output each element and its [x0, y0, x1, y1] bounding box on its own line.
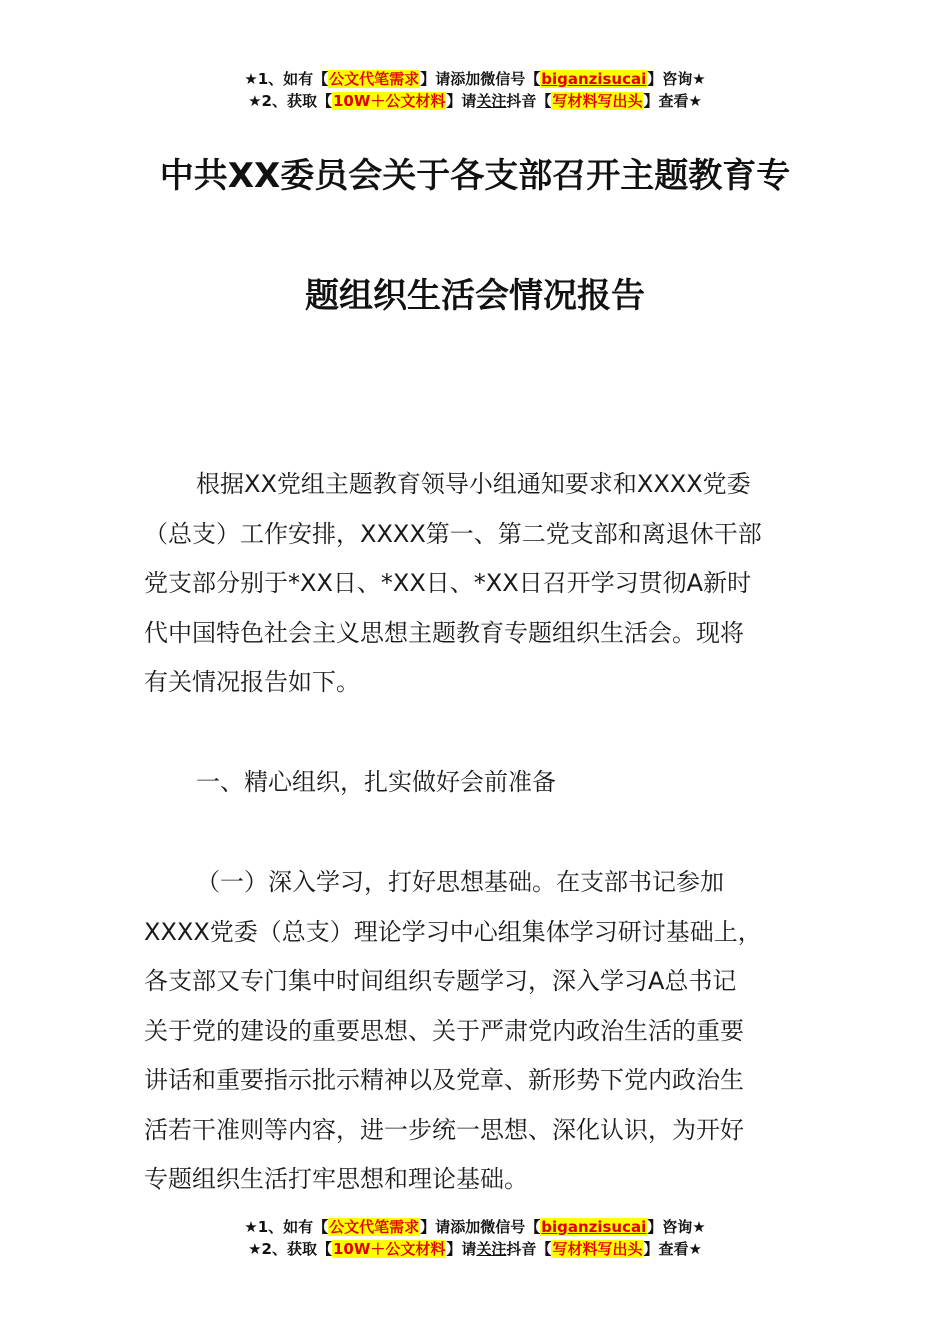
bottom-banner	[0, 1216, 950, 1260]
banner-text: 】查看★	[643, 1240, 702, 1258]
banner-text: ★2、获取【	[248, 92, 332, 110]
paragraph-study	[144, 858, 808, 1205]
paragraph-line: 根据XX党组主题教育领导小组通知要求和XXXX党委	[196, 470, 751, 498]
banner-highlight: biganzisucai	[541, 70, 647, 88]
paragraph-line: 活若干准则等内容，进一步统一思想、深化认识，为开好	[144, 1115, 744, 1144]
banner-line-2	[0, 1238, 950, 1260]
paragraph-line: 代中国特色社会主义思想主题教育专题组织生活会。现将	[144, 618, 744, 647]
paragraph-line: 专题组织生活打牢思想和理论基础。	[144, 1165, 528, 1193]
banner-line-1	[0, 1216, 950, 1238]
banner-text: 】请添加微信号【	[420, 1218, 541, 1236]
paragraph-line: 党支部分别于*XX日、*XX日、*XX日召开学习贯彻A新时	[144, 569, 752, 597]
banner-line-1	[0, 68, 950, 90]
paragraph-line: 讲话和重要指示批示精神以及党章、新形势下党内政治生	[144, 1066, 744, 1094]
banner-text: ★1、如有【	[244, 1218, 329, 1236]
banner-highlight: 公文代笔需求	[329, 1218, 420, 1236]
banner-underline: 关注	[476, 1240, 507, 1258]
paragraph-intro	[144, 460, 808, 708]
paragraph-line: （一）深入学习，打好思想基础。在支部书记参加	[196, 868, 724, 896]
banner-text: 】请添加微信号【	[420, 70, 541, 88]
paragraph-line: 各支部又专门集中时间组织专题学习，深入学习A总书记	[144, 967, 737, 995]
banner-highlight: 写材料写出头	[552, 92, 643, 110]
top-banner	[0, 68, 950, 112]
banner-text: 】请	[446, 1240, 477, 1258]
banner-text: 】咨询★	[647, 1218, 706, 1236]
banner-highlight: 公文代笔需求	[329, 70, 420, 88]
section-heading	[144, 758, 808, 808]
paragraph-line: 关于党的建设的重要思想、关于严肃党内政治生活的重要	[144, 1016, 744, 1045]
paragraph-line: （总支）工作安排，XXXX第一、第二党支部和离退休干部	[144, 519, 762, 548]
banner-text: ★2、获取【	[248, 1240, 332, 1258]
banner-text: 】咨询★	[647, 70, 706, 88]
paragraph-line: 有关情况报告如下。	[144, 668, 360, 696]
section-heading-text: 一、精心组织，扎实做好会前准备	[196, 768, 556, 796]
banner-highlight: 写材料写出头	[552, 1240, 643, 1258]
banner-line-2	[0, 90, 950, 112]
banner-text: 抖音【	[506, 1240, 552, 1258]
document-title-line-1: 中共XX委员会关于各支部召开主题教育专	[159, 156, 791, 196]
banner-underline: 关注	[476, 92, 507, 110]
banner-text: 抖音【	[506, 92, 552, 110]
banner-highlight: 10W＋公文材料	[332, 1240, 446, 1258]
banner-text: 】请	[446, 92, 477, 110]
paragraph-line: XXXX党委（总支）理论学习中心组集体学习研讨基础上，	[144, 917, 762, 946]
banner-text: ★1、如有【	[244, 70, 329, 88]
banner-text: 】查看★	[643, 92, 702, 110]
document-title-line-2: 题组织生活会情况报告	[305, 276, 645, 316]
banner-highlight: biganzisucai	[541, 1218, 647, 1236]
banner-highlight: 10W＋公文材料	[332, 92, 446, 110]
